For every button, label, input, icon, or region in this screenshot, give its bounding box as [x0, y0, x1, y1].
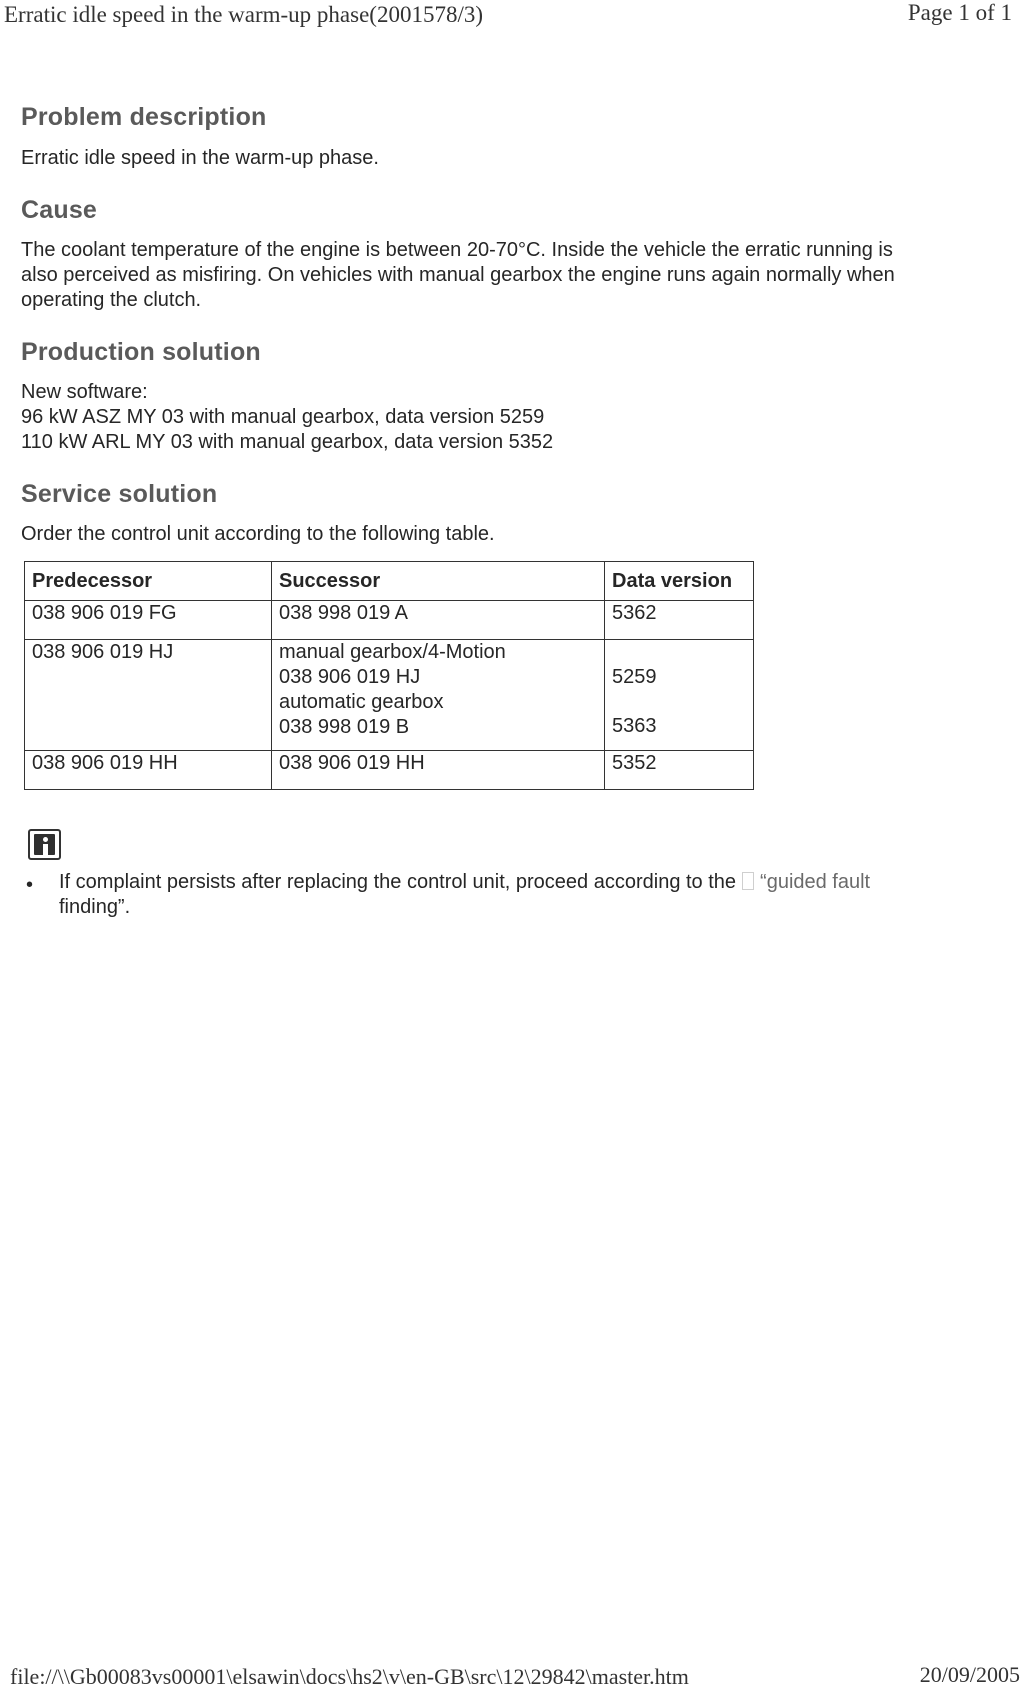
document-title: Erratic idle speed in the warm-up phase(2001578/3): [4, 2, 484, 27]
successor-cell: 038 906 019 HH: [272, 751, 605, 790]
guided-fault-finding-link[interactable]: “guided fault: [760, 871, 871, 893]
production-heading: Production solution: [21, 338, 261, 366]
footer-file-path: file://\\Gb00083vs00001\elsawin\docs\hs2\v\en-GB\src\12\29842\master.htm: [10, 1664, 689, 1689]
data-version-cell: 5362: [605, 601, 754, 640]
info-icon: [28, 829, 61, 860]
note-text-end: finding”.: [59, 896, 131, 918]
table-row: [25, 601, 754, 640]
successor-line: automatic gearbox: [279, 691, 444, 713]
table-row: [25, 751, 754, 790]
successor-line: manual gearbox/4-Motion: [279, 641, 506, 663]
service-heading: Service solution: [21, 480, 218, 508]
cause-line: also perceived as misfiring. On vehicles with manual gearbox the engine runs again normally when: [21, 264, 895, 286]
predecessor-cell: 038 906 019 FG: [25, 601, 272, 640]
header-data-version: Data version: [605, 562, 754, 601]
cause-line: The coolant temperature of the engine is between 20-70°C. Inside the vehicle the erratic running is: [21, 239, 893, 261]
successor-cell: 038 998 019 A: [272, 601, 605, 640]
note-text: [59, 870, 959, 920]
data-version-line: 5259: [612, 666, 657, 688]
predecessor-cell: 038 906 019 HJ: [25, 640, 272, 751]
table-row: [25, 640, 754, 751]
table-header-row: [25, 562, 754, 601]
production-text: [21, 380, 553, 455]
note-text-start: If complaint persists after replacing the control unit, proceed according to the: [59, 871, 737, 893]
problem-text: Erratic idle speed in the warm-up phase.: [21, 147, 379, 169]
production-line: New software:: [21, 381, 148, 403]
successor-line: 038 906 019 HJ: [279, 666, 421, 688]
bullet-dot: •: [26, 874, 34, 896]
footer-date: 20/09/2005: [919, 1662, 1020, 1687]
production-line: 110 kW ARL MY 03 with manual gearbox, data version 5352: [21, 431, 554, 453]
data-version-cell: [605, 640, 754, 751]
problem-heading: Problem description: [21, 103, 267, 131]
data-version-line: 5363: [612, 715, 657, 737]
header-predecessor: Predecessor: [25, 562, 272, 601]
cause-line: operating the clutch.: [21, 289, 202, 311]
production-line: 96 kW ASZ MY 03 with manual gearbox, data version 5259: [21, 406, 545, 428]
data-version-cell: 5352: [605, 751, 754, 790]
cause-heading: Cause: [21, 196, 98, 224]
header-successor: Successor: [272, 562, 605, 601]
predecessor-cell: 038 906 019 HH: [25, 751, 272, 790]
page-number: Page 1 of 1: [907, 0, 1012, 25]
control-unit-table: [24, 561, 754, 790]
link-marker-icon: [742, 872, 754, 890]
cause-text: [21, 238, 895, 313]
successor-line: 038 998 019 B: [279, 716, 410, 738]
successor-cell: [272, 640, 605, 751]
service-intro: Order the control unit according to the following table.: [21, 523, 495, 545]
